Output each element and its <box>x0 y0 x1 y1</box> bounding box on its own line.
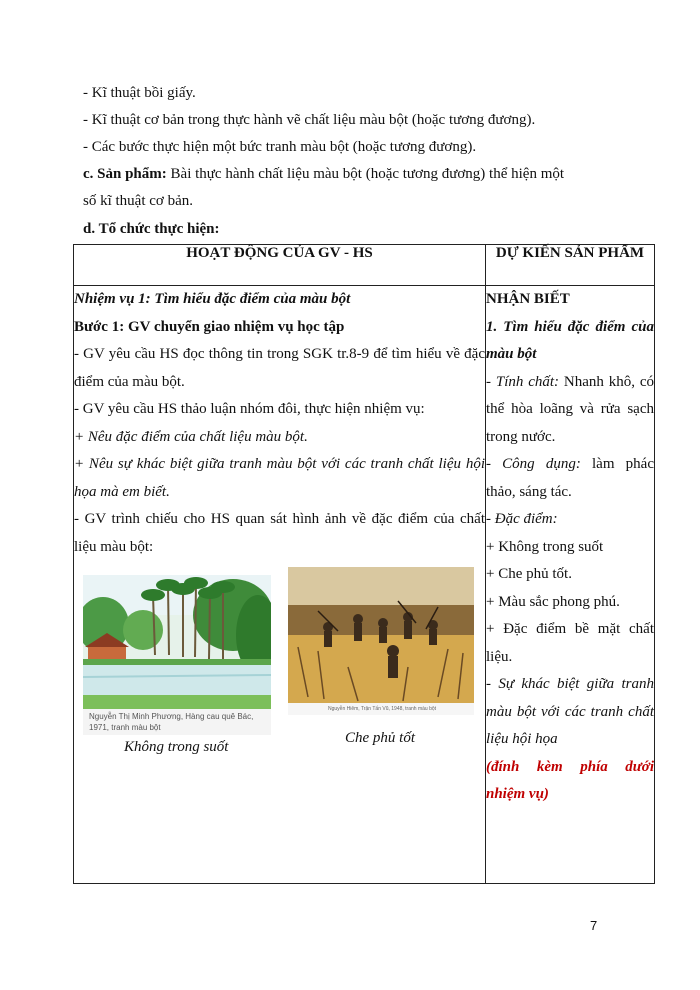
product-line <box>83 161 564 188</box>
activity-p4: + Nêu sự khác biệt giữa tranh màu bột với các tranh chất liệu hội họa mà em biết. <box>74 456 485 500</box>
header-activities: HOẠT ĐỘNG CỦA GV - HS <box>74 245 486 286</box>
property-line: - Tính chất: Nhanh khô, có thể hòa loãng và rửa sạch trong nước. <box>486 373 655 445</box>
feature-2: + Che phủ tốt. <box>486 566 572 582</box>
painting-2-credit: Nguyễn Hiêm, Trận Tấn Vũ, 1948, tranh màu bột <box>288 703 474 715</box>
features-label: - Đặc điểm: <box>486 511 558 527</box>
caption-good-coverage: Che phủ tốt <box>345 730 415 746</box>
knowledge-heading: NHẬN BIẾT <box>486 291 570 307</box>
page-number: 7 <box>590 918 598 933</box>
intro-line-2: - Kĩ thuật cơ bản trong thực hành vẽ chất liệu màu bột (hoặc tương đương). <box>83 112 536 128</box>
section-heading: 1. Tìm hiểu đặc điểm của màu bột <box>486 318 654 362</box>
step-title: Bước 1: GV chuyển giao nhiệm vụ học tập <box>74 318 345 335</box>
caption-not-transparent: Không trong suốt <box>124 739 229 755</box>
product-label: c. Sản phẩm: <box>83 166 167 182</box>
organization-label: d. Tổ chức thực hiện: <box>83 221 220 237</box>
painting-battle <box>288 567 474 703</box>
feature-3: + Màu sắc phong phú. <box>486 593 620 610</box>
activities-cell <box>74 286 486 884</box>
difference-line: - Sự khác biệt giữa tranh màu bột với các tranh chất liệu hội họa <box>486 676 654 747</box>
activity-p2: - GV yêu cầu HS thảo luận nhóm đôi, thực hiện nhiệm vụ: <box>74 401 425 417</box>
intro-line-1: - Kĩ thuật bồi giấy. <box>83 85 196 101</box>
attachment-note: (đính kèm phía dưới nhiệm vụ) <box>486 758 654 802</box>
illustrations <box>74 563 485 763</box>
activity-p3: + Nêu đặc điểm của chất liệu màu bột. <box>74 428 308 445</box>
activity-p5: - GV trình chiếu cho HS quan sát hình ảnh về đặc điểm của chất liệu màu bột: <box>74 511 485 555</box>
products-cell <box>486 286 655 884</box>
painting-1-credit: Nguyễn Thị Minh Phương, Hàng cau quê Bác, 1971, tranh màu bột <box>83 709 271 735</box>
header-products: DỰ KIẾN SẢN PHẨM <box>486 245 655 286</box>
activity-p1: - GV yêu cầu HS đọc thông tin trong SGK tr.8-9 để tìm hiểu về đặc điểm của màu bột. <box>74 346 485 390</box>
feature-1: + Không trong suốt <box>486 538 604 555</box>
painting-palm-trees <box>83 575 271 709</box>
intro-line-3: - Các bước thực hiện một bức tranh màu bột (hoặc tương đương). <box>83 139 477 155</box>
feature-4: + Đặc điểm bề mặt chất liệu. <box>486 621 654 665</box>
task-title: Nhiệm vụ 1: Tìm hiểu đặc điểm của màu bột <box>74 291 351 307</box>
activity-table <box>73 244 655 884</box>
product-text: Bài thực hành chất liệu màu bột (hoặc tương đương) thể hiện một <box>166 166 565 182</box>
product-line-2: số kĩ thuật cơ bản. <box>83 193 193 209</box>
usage-line: - Công dụng: làm phác thảo, sáng tác. <box>486 456 654 500</box>
